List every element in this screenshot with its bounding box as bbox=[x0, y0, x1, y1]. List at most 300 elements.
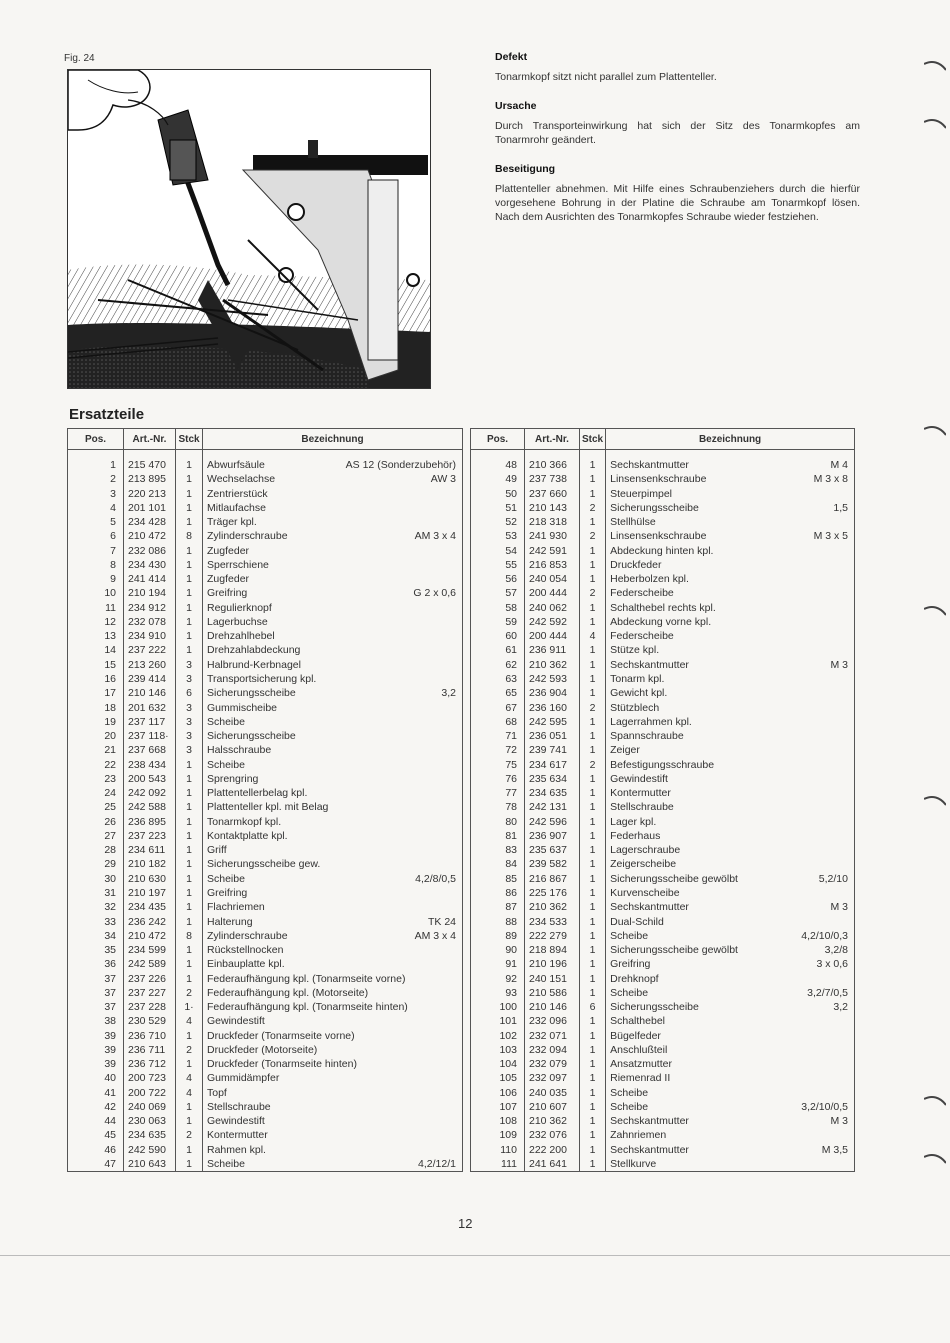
cell-bezeichnung bbox=[203, 472, 463, 486]
cell-art-nr: 210 643 bbox=[124, 1157, 176, 1172]
cell-stck: 1 bbox=[580, 729, 606, 743]
cell-bezeichnung bbox=[606, 829, 855, 843]
beseitigung-text: Plattenteller abnehmen. Mit Hilfe eines Schraubenziehers durch die hierfür vorgesehene Bohrung in der Platine die Schraube am Tonarmkopf lösen. Nach dem Ausrichten des Tonarmkopfes Schraube wieder festziehen. bbox=[495, 183, 860, 223]
cell-bezeichnung bbox=[606, 843, 855, 857]
cell-pos: 52 bbox=[471, 515, 525, 529]
part-name: Federscheibe bbox=[610, 587, 674, 600]
table-row bbox=[68, 886, 463, 900]
part-name: Federaufhängung kpl. (Motorseite) bbox=[207, 986, 369, 999]
cell-art-nr: 210 197 bbox=[124, 886, 176, 900]
cell-bezeichnung bbox=[203, 743, 463, 757]
cell-art-nr: 232 086 bbox=[124, 544, 176, 558]
cell-stck: 1 bbox=[176, 487, 203, 501]
table-row bbox=[471, 658, 855, 672]
cell-bezeichnung bbox=[203, 686, 463, 700]
cell-stck: 3 bbox=[176, 743, 203, 757]
binder-mark-icon bbox=[924, 795, 946, 809]
table-row bbox=[471, 758, 855, 772]
table-row bbox=[68, 758, 463, 772]
cell-pos: 1 bbox=[68, 458, 124, 472]
table-row bbox=[68, 986, 463, 1000]
table-row bbox=[68, 1086, 463, 1100]
cell-bezeichnung bbox=[203, 1071, 463, 1085]
cell-pos: 19 bbox=[68, 715, 124, 729]
cell-art-nr: 242 589 bbox=[124, 957, 176, 971]
table-row bbox=[68, 972, 463, 986]
cell-art-nr: 200 722 bbox=[124, 1086, 176, 1100]
cell-bezeichnung bbox=[606, 1100, 855, 1114]
cell-bezeichnung bbox=[203, 458, 463, 472]
cell-pos: 50 bbox=[471, 487, 525, 501]
cell-art-nr: 200 444 bbox=[525, 629, 580, 643]
part-name: Kontermutter bbox=[207, 1129, 268, 1142]
cell-stck: 1 bbox=[580, 843, 606, 857]
cell-bezeichnung bbox=[203, 1043, 463, 1057]
part-name: Scheibe bbox=[207, 872, 245, 885]
cell-bezeichnung bbox=[606, 772, 855, 786]
part-name: Linsensenkschraube bbox=[610, 530, 707, 543]
cell-art-nr: 232 079 bbox=[525, 1057, 580, 1071]
cell-stck: 3 bbox=[176, 658, 203, 672]
table-row bbox=[471, 743, 855, 757]
cell-art-nr: 235 637 bbox=[525, 843, 580, 857]
cell-pos: 54 bbox=[471, 544, 525, 558]
cell-stck: 1 bbox=[176, 872, 203, 886]
table-row bbox=[68, 501, 463, 515]
cell-bezeichnung bbox=[606, 558, 855, 572]
cell-stck: 1 bbox=[580, 986, 606, 1000]
cell-stck: 1 bbox=[580, 715, 606, 729]
part-name: Sicherungsscheibe gewölbt bbox=[610, 944, 738, 957]
cell-stck: 1 bbox=[580, 886, 606, 900]
table-row bbox=[471, 829, 855, 843]
part-name: Kontermutter bbox=[610, 787, 671, 800]
cell-art-nr: 236 160 bbox=[525, 701, 580, 715]
part-name: Scheibe bbox=[610, 929, 649, 942]
part-name: Zugfeder bbox=[207, 573, 250, 586]
part-name: Zugfeder bbox=[207, 544, 250, 557]
cell-pos: 49 bbox=[471, 472, 525, 486]
cell-pos: 37 bbox=[68, 986, 124, 1000]
part-spec: M 3 bbox=[830, 901, 848, 914]
cell-art-nr: 234 599 bbox=[124, 943, 176, 957]
cell-stck: 1 bbox=[580, 915, 606, 929]
cell-bezeichnung bbox=[606, 1128, 855, 1142]
cell-art-nr: 240 151 bbox=[525, 972, 580, 986]
part-name: Bügelfeder bbox=[610, 1029, 661, 1042]
cell-stck: 1 bbox=[580, 487, 606, 501]
cell-bezeichnung bbox=[203, 815, 463, 829]
cell-bezeichnung bbox=[606, 929, 855, 943]
part-name: Abdeckung vorne kpl. bbox=[610, 615, 712, 628]
cell-art-nr: 210 146 bbox=[525, 1000, 580, 1014]
cell-art-nr: 210 366 bbox=[525, 458, 580, 472]
table-row bbox=[68, 572, 463, 586]
part-name: Druckfeder (Motorseite) bbox=[207, 1043, 318, 1056]
part-spec: M 3 bbox=[830, 1115, 848, 1128]
cell-art-nr: 200 444 bbox=[525, 586, 580, 600]
cell-bezeichnung bbox=[203, 1086, 463, 1100]
header-stk: Stck bbox=[176, 429, 203, 450]
part-spec: G 2 x 0,6 bbox=[413, 587, 456, 600]
table-row bbox=[471, 772, 855, 786]
table-row bbox=[68, 472, 463, 486]
table-row bbox=[68, 743, 463, 757]
cell-bezeichnung bbox=[606, 515, 855, 529]
cell-bezeichnung bbox=[203, 1029, 463, 1043]
page-number: 12 bbox=[458, 1216, 473, 1231]
cell-stck: 1 bbox=[580, 872, 606, 886]
cell-pos: 2 bbox=[68, 472, 124, 486]
cell-pos: 10 bbox=[68, 586, 124, 600]
cell-pos: 87 bbox=[471, 900, 525, 914]
table-row bbox=[68, 1071, 463, 1085]
figure-label: Fig. 24 bbox=[64, 53, 95, 64]
cell-pos: 13 bbox=[68, 629, 124, 643]
cell-bezeichnung bbox=[606, 1143, 855, 1157]
table-row bbox=[471, 1100, 855, 1114]
cell-bezeichnung bbox=[203, 658, 463, 672]
cell-bezeichnung bbox=[606, 501, 855, 515]
cell-pos: 26 bbox=[68, 815, 124, 829]
cell-pos: 34 bbox=[68, 929, 124, 943]
cell-bezeichnung bbox=[606, 915, 855, 929]
cell-bezeichnung bbox=[203, 629, 463, 643]
cell-pos: 41 bbox=[68, 1086, 124, 1100]
part-name: Lagerbuchse bbox=[207, 615, 268, 628]
cell-bezeichnung bbox=[203, 929, 463, 943]
cell-stck: 3 bbox=[176, 729, 203, 743]
part-name: Abwurfsäule bbox=[207, 459, 265, 471]
cell-bezeichnung bbox=[606, 1014, 855, 1028]
cell-pos: 25 bbox=[68, 800, 124, 814]
cell-pos: 38 bbox=[68, 1014, 124, 1028]
cell-art-nr: 232 078 bbox=[124, 615, 176, 629]
table-row bbox=[68, 772, 463, 786]
table-row bbox=[68, 815, 463, 829]
table-row bbox=[68, 1143, 463, 1157]
cell-stck: 1 bbox=[176, 629, 203, 643]
cell-pos: 53 bbox=[471, 529, 525, 543]
cell-pos: 3 bbox=[68, 487, 124, 501]
part-name: Mitlaufachse bbox=[207, 501, 266, 514]
cell-bezeichnung bbox=[606, 886, 855, 900]
cell-pos: 75 bbox=[471, 758, 525, 772]
table-row bbox=[471, 872, 855, 886]
cell-bezeichnung bbox=[203, 857, 463, 871]
header-pos: Pos. bbox=[68, 429, 124, 450]
cell-pos: 68 bbox=[471, 715, 525, 729]
cell-art-nr: 200 723 bbox=[124, 1071, 176, 1085]
cell-stck: 1 bbox=[580, 1128, 606, 1142]
cell-stck: 1 bbox=[580, 672, 606, 686]
cell-pos: 88 bbox=[471, 915, 525, 929]
cell-stck: 1 bbox=[176, 586, 203, 600]
cell-stck: 1 bbox=[176, 886, 203, 900]
table-row bbox=[68, 1000, 463, 1014]
part-name: Scheibe bbox=[207, 758, 245, 771]
cell-stck: 1 bbox=[580, 1014, 606, 1028]
cell-bezeichnung bbox=[606, 643, 855, 657]
part-name: Steuerpimpel bbox=[610, 487, 672, 500]
cell-pos: 104 bbox=[471, 1057, 525, 1071]
cell-pos: 92 bbox=[471, 972, 525, 986]
cell-pos: 18 bbox=[68, 701, 124, 715]
cell-pos: 36 bbox=[68, 957, 124, 971]
cell-art-nr: 242 131 bbox=[525, 800, 580, 814]
cell-art-nr: 239 414 bbox=[124, 672, 176, 686]
part-name: Griff bbox=[207, 844, 227, 857]
cell-stck: 1 bbox=[176, 1157, 203, 1172]
table-row bbox=[471, 900, 855, 914]
part-name: Zylinderschraube bbox=[207, 929, 288, 942]
table-row bbox=[68, 900, 463, 914]
part-name: Gewindestift bbox=[207, 1015, 265, 1028]
part-name: Plattentellerbelag kpl. bbox=[207, 787, 308, 800]
cell-art-nr: 239 741 bbox=[525, 743, 580, 757]
cell-bezeichnung bbox=[606, 943, 855, 957]
part-name: Gewindestift bbox=[610, 772, 668, 785]
cell-bezeichnung bbox=[203, 1128, 463, 1142]
cell-bezeichnung bbox=[606, 572, 855, 586]
table-row bbox=[471, 515, 855, 529]
part-name: Drehknopf bbox=[610, 972, 659, 985]
cell-bezeichnung bbox=[606, 758, 855, 772]
table-row bbox=[68, 872, 463, 886]
cell-stck: 1 bbox=[176, 772, 203, 786]
cell-pos: 39 bbox=[68, 1029, 124, 1043]
part-name: Zentrierstück bbox=[207, 487, 268, 500]
cell-bezeichnung bbox=[606, 472, 855, 486]
table-row bbox=[471, 1128, 855, 1142]
cell-art-nr: 240 062 bbox=[525, 601, 580, 615]
part-spec: M 3 bbox=[830, 658, 848, 671]
part-name: Sicherungsscheibe gewölbt bbox=[610, 872, 738, 885]
cell-pos: 30 bbox=[68, 872, 124, 886]
cell-bezeichnung bbox=[203, 800, 463, 814]
cell-art-nr: 242 592 bbox=[525, 615, 580, 629]
cell-bezeichnung bbox=[606, 743, 855, 757]
cell-stck: 1 bbox=[580, 615, 606, 629]
table-row bbox=[68, 458, 463, 472]
cell-art-nr: 210 362 bbox=[525, 900, 580, 914]
cell-stck: 4 bbox=[176, 1086, 203, 1100]
cell-art-nr: 210 472 bbox=[124, 929, 176, 943]
cell-pos: 21 bbox=[68, 743, 124, 757]
cell-pos: 100 bbox=[471, 1000, 525, 1014]
cell-stck: 1 bbox=[176, 857, 203, 871]
cell-art-nr: 236 712 bbox=[124, 1057, 176, 1071]
cell-art-nr: 216 853 bbox=[525, 558, 580, 572]
table-row bbox=[471, 1014, 855, 1028]
table-row bbox=[471, 629, 855, 643]
part-spec: 3,2/7/0,5 bbox=[807, 986, 848, 999]
cell-stck: 2 bbox=[176, 1043, 203, 1057]
cell-bezeichnung bbox=[203, 715, 463, 729]
cell-art-nr: 210 362 bbox=[525, 658, 580, 672]
cell-bezeichnung bbox=[203, 701, 463, 715]
cell-bezeichnung bbox=[203, 886, 463, 900]
cell-bezeichnung bbox=[606, 458, 855, 472]
cell-stck: 1 bbox=[176, 515, 203, 529]
cell-bezeichnung bbox=[203, 729, 463, 743]
part-name: Lager kpl. bbox=[610, 815, 657, 828]
cell-pos: 9 bbox=[68, 572, 124, 586]
cell-pos: 77 bbox=[471, 786, 525, 800]
cell-bezeichnung bbox=[203, 515, 463, 529]
binder-mark-icon bbox=[924, 118, 946, 132]
cell-pos: 20 bbox=[68, 729, 124, 743]
cell-stck: 1 bbox=[580, 572, 606, 586]
part-name: Greifring bbox=[207, 587, 248, 600]
cell-art-nr: 236 895 bbox=[124, 815, 176, 829]
cell-stck: 1 bbox=[580, 1143, 606, 1157]
cell-bezeichnung bbox=[203, 843, 463, 857]
part-name: Rahmen kpl. bbox=[207, 1143, 266, 1156]
cell-bezeichnung bbox=[606, 786, 855, 800]
cell-art-nr: 234 533 bbox=[525, 915, 580, 929]
cell-pos: 31 bbox=[68, 886, 124, 900]
cell-stck: 1 bbox=[580, 743, 606, 757]
cell-art-nr: 237 226 bbox=[124, 972, 176, 986]
cell-art-nr: 234 430 bbox=[124, 558, 176, 572]
cell-art-nr: 213 895 bbox=[124, 472, 176, 486]
cell-bezeichnung bbox=[203, 957, 463, 971]
table-spacer-row bbox=[68, 450, 463, 459]
cell-stck: 4 bbox=[176, 1014, 203, 1028]
table-row bbox=[68, 601, 463, 615]
cell-pos: 102 bbox=[471, 1029, 525, 1043]
table-row bbox=[471, 501, 855, 515]
cell-art-nr: 240 035 bbox=[525, 1086, 580, 1100]
table-row bbox=[471, 1157, 855, 1172]
cell-art-nr: 234 635 bbox=[525, 786, 580, 800]
cell-bezeichnung bbox=[203, 943, 463, 957]
cell-bezeichnung bbox=[203, 544, 463, 558]
table-row bbox=[68, 529, 463, 543]
cell-art-nr: 232 096 bbox=[525, 1014, 580, 1028]
cell-stck: 1 bbox=[176, 815, 203, 829]
binder-mark-icon bbox=[924, 605, 946, 619]
cell-art-nr: 210 194 bbox=[124, 586, 176, 600]
table-row bbox=[68, 658, 463, 672]
cell-art-nr: 234 912 bbox=[124, 601, 176, 615]
cell-art-nr: 210 472 bbox=[124, 529, 176, 543]
table-row bbox=[68, 1029, 463, 1043]
cell-pos: 106 bbox=[471, 1086, 525, 1100]
table-row bbox=[471, 1057, 855, 1071]
part-name: Stellschraube bbox=[207, 1100, 271, 1113]
cell-stck: 1 bbox=[580, 658, 606, 672]
part-spec: M 3,5 bbox=[821, 1143, 848, 1156]
cell-bezeichnung bbox=[203, 572, 463, 586]
cell-bezeichnung bbox=[203, 772, 463, 786]
header-art: Art.-Nr. bbox=[525, 429, 580, 450]
cell-bezeichnung bbox=[203, 672, 463, 686]
cell-stck: 1 bbox=[580, 1114, 606, 1128]
cell-pos: 27 bbox=[68, 829, 124, 843]
part-name: Dual-Schild bbox=[610, 915, 664, 928]
cell-pos: 5 bbox=[68, 515, 124, 529]
cell-stck: 2 bbox=[580, 529, 606, 543]
cell-pos: 61 bbox=[471, 643, 525, 657]
ursache-text: Durch Transporteinwirkung hat sich der Sitz des Tonarmkopfes am Tonarmrohr geändert. bbox=[495, 120, 860, 146]
cell-pos: 46 bbox=[68, 1143, 124, 1157]
part-name: Sicherungsscheibe bbox=[610, 501, 699, 514]
table-row bbox=[68, 915, 463, 929]
part-name: Scheibe bbox=[207, 715, 245, 728]
cell-stck: 1 bbox=[580, 829, 606, 843]
cell-stck: 1 bbox=[580, 458, 606, 472]
header-bez: Bezeichnung bbox=[606, 429, 855, 450]
table-row bbox=[68, 729, 463, 743]
cell-pos: 63 bbox=[471, 672, 525, 686]
cell-stck: 8 bbox=[176, 929, 203, 943]
table-row bbox=[471, 1029, 855, 1043]
cell-art-nr: 239 582 bbox=[525, 857, 580, 871]
part-spec: 1,5 bbox=[833, 501, 848, 514]
cell-stck: 2 bbox=[580, 701, 606, 715]
cell-pos: 33 bbox=[68, 915, 124, 929]
table-row bbox=[68, 558, 463, 572]
troubleshooting-text bbox=[495, 50, 860, 239]
cell-stck: 1 bbox=[176, 572, 203, 586]
cell-stck: 1 bbox=[176, 458, 203, 472]
part-name: Drehzahlhebel bbox=[207, 630, 275, 643]
table-row bbox=[471, 857, 855, 871]
cell-stck: 1 bbox=[176, 1029, 203, 1043]
cell-art-nr: 215 470 bbox=[124, 458, 176, 472]
table-row bbox=[471, 929, 855, 943]
cell-art-nr: 237 228 bbox=[124, 1000, 176, 1014]
part-name: Wechselachse bbox=[207, 473, 276, 486]
cell-pos: 37 bbox=[68, 1000, 124, 1014]
table-row bbox=[68, 786, 463, 800]
cell-bezeichnung bbox=[606, 487, 855, 501]
parts-table-right bbox=[470, 428, 855, 1172]
cell-bezeichnung bbox=[606, 815, 855, 829]
cell-stck: 8 bbox=[176, 529, 203, 543]
table-row bbox=[471, 972, 855, 986]
cell-stck: 1 bbox=[176, 1114, 203, 1128]
cell-bezeichnung bbox=[606, 715, 855, 729]
table-row bbox=[68, 1157, 463, 1172]
table-row bbox=[68, 1128, 463, 1142]
cell-art-nr: 230 529 bbox=[124, 1014, 176, 1028]
table-row bbox=[68, 943, 463, 957]
header-pos: Pos. bbox=[471, 429, 525, 450]
cell-art-nr: 218 318 bbox=[525, 515, 580, 529]
cell-pos: 39 bbox=[68, 1057, 124, 1071]
cell-art-nr: 240 054 bbox=[525, 572, 580, 586]
table-row bbox=[471, 487, 855, 501]
cell-pos: 58 bbox=[471, 601, 525, 615]
cell-pos: 40 bbox=[68, 1071, 124, 1085]
cell-stck: 3 bbox=[176, 672, 203, 686]
cell-bezeichnung bbox=[203, 1143, 463, 1157]
cell-bezeichnung bbox=[203, 1000, 463, 1014]
cell-pos: 101 bbox=[471, 1014, 525, 1028]
part-name: Sperrschiene bbox=[207, 558, 269, 571]
cell-art-nr: 242 596 bbox=[525, 815, 580, 829]
header-bez: Bezeichnung bbox=[203, 429, 463, 450]
part-name: Sechskantmutter bbox=[610, 658, 689, 671]
cell-pos: 67 bbox=[471, 701, 525, 715]
cell-stck: 6 bbox=[176, 686, 203, 700]
part-name: Halbrund-Kerbnagel bbox=[207, 658, 301, 671]
cell-art-nr: 222 279 bbox=[525, 929, 580, 943]
part-name: Sechskantmutter bbox=[610, 1143, 689, 1156]
